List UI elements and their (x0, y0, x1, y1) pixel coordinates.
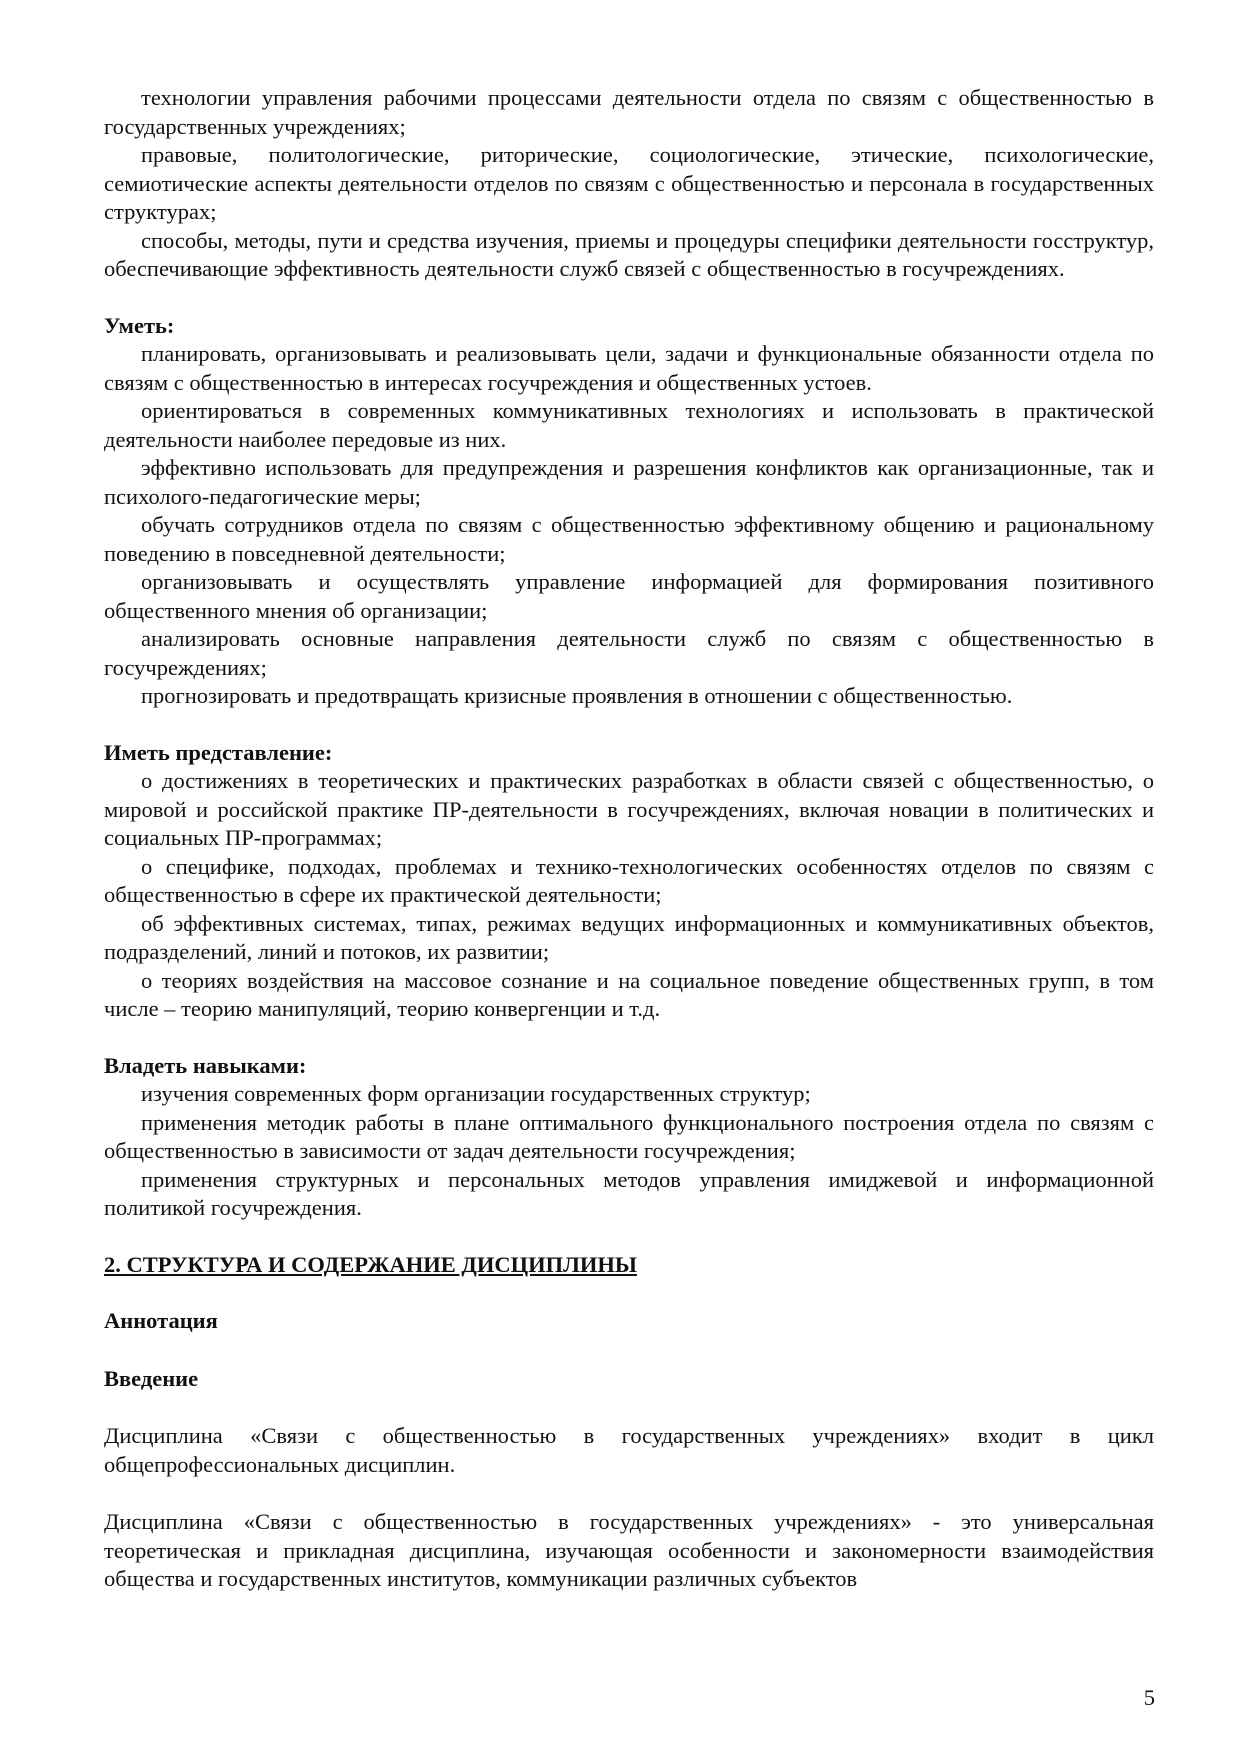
umet-item: анализировать основные направления деятельности служб по связям с общественностью в госучреждениях; (104, 626, 1154, 680)
umet-item: эффективно использовать для предупреждения и разрешения конфликтов как организационные, так и психолого-педагогические меры; (104, 455, 1154, 509)
predstavlenie-item: об эффективных системах, типах, режимах ведущих информационных и коммуникативных объектов, подразделений, линий и потоков, их развитии; (104, 910, 1154, 964)
page-number: 5 (1143, 1685, 1155, 1710)
umet-item: обучать сотрудников отдела по связям с общественностью эффективному общению и рациональному поведению в повседневной деятельности; (104, 512, 1154, 566)
annotation-heading: Аннотация (104, 1308, 218, 1333)
predstavlenie-item: о достижениях в теоретических и практических разработках в области связей с общественностью, о мировой и российской практике ПР-деятельности в госучреждениях, включая новации в политических и социальных ПР-программах; (104, 768, 1154, 850)
predstavlenie-item: о специфике, подходах, проблемах и технико-технологических особенностях отделов по связям с общественностью в сфере их практической деятельности; (104, 853, 1154, 907)
discipline-paragraph: Дисциплина «Связи с общественностью в государственных учреждениях» - это универсальная теоретическая и прикладная дисциплина, изучающая особенности и закономерности взаимодействия общества и государственных институтов, коммуникации различных субъектов (104, 1509, 1154, 1591)
document-page (104, 84, 1154, 1594)
navyki-item: применения структурных и персональных методов управления имиджевой и информационной политикой госучреждения. (104, 1166, 1154, 1220)
umet-heading: Уметь: (104, 312, 175, 338)
discipline-paragraph: Дисциплина «Связи с общественностью в государственных учреждениях» входит в цикл общепрофессиональных дисциплин. (104, 1423, 1154, 1477)
navyki-item: изучения современных форм организации государственных структур; (141, 1081, 811, 1106)
navyki-heading: Владеть навыками: (104, 1052, 307, 1078)
section-title: 2. СТРУКТУРА И СОДЕРЖАНИЕ ДИСЦИПЛИНЫ (104, 1251, 637, 1277)
umet-item: прогнозировать и предотвращать кризисные проявления в отношении с общественностью. (141, 683, 1013, 708)
navyki-item: применения методик работы в плане оптимального функционального построения отдела по связям с общественностью в зависимости от задач деятельности госучреждения; (104, 1109, 1154, 1163)
intro-paragraph: правовые, политологические, риторические, социологические, этические, психологические, семиотические аспекты деятельности отделов по связям с общественностью и персонала в государственных структурах; (104, 142, 1154, 224)
predstavlenie-item: о теориях воздействия на массовое сознание и на социальное поведение общественных групп, в том числе – теорию манипуляций, теорию конвергенции и т.д. (104, 967, 1154, 1021)
umet-item: ориентироваться в современных коммуникативных технологиях и использовать в практической деятельности наиболее передовые из них. (104, 398, 1154, 452)
intro-paragraph: способы, методы, пути и средства изучения, приемы и процедуры специфики деятельности госструктур, обеспечивающие эффективность деятельности служб связей с общественностью в госучреждениях. (104, 227, 1154, 281)
umet-item: планировать, организовывать и реализовывать цели, задачи и функциональные обязанности отдела по связям с общественностью в интересах госучреждения и общественных устоев. (104, 341, 1154, 395)
umet-item: организовывать и осуществлять управление информацией для формирования позитивного общественного мнения об организации; (104, 569, 1154, 623)
intro-paragraph: технологии управления рабочими процессами деятельности отдела по связям с общественностью в государственных учреждениях; (104, 85, 1154, 139)
predstavlenie-heading: Иметь представление: (104, 739, 333, 765)
intro-heading: Введение (104, 1365, 199, 1391)
